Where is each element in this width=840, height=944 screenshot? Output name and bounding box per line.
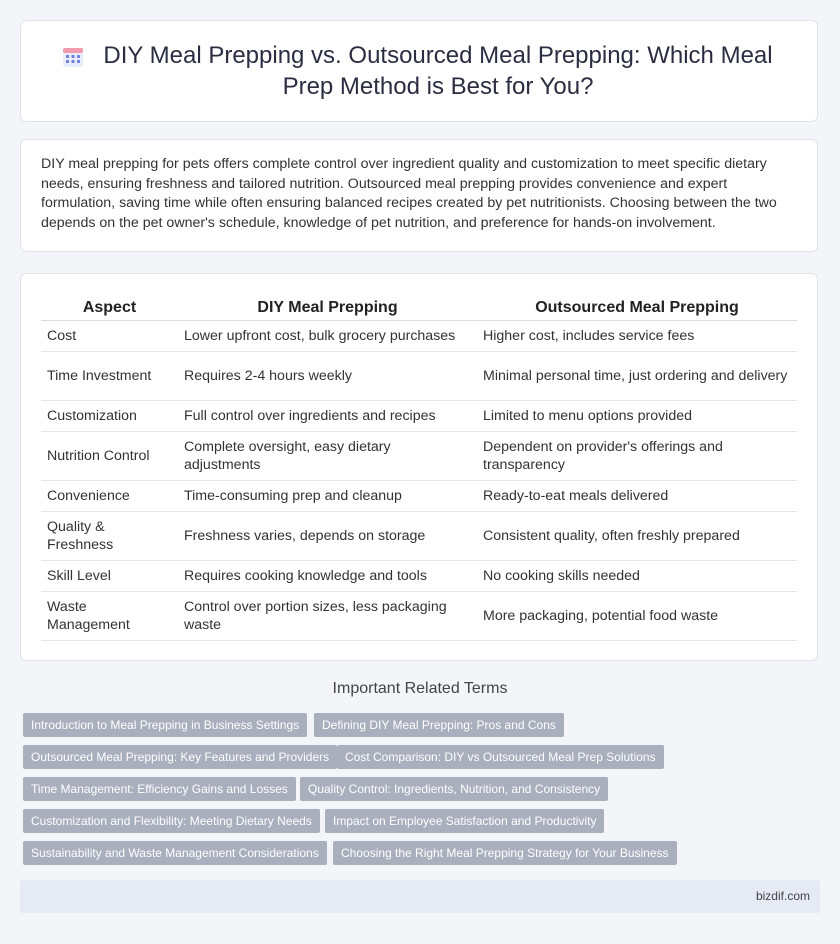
- table-header-row: [41, 296, 797, 321]
- related-term-tag[interactable]: Quality Control: Ingredients, Nutrition, and Consistency: [300, 777, 608, 801]
- header-aspect: Aspect: [41, 296, 178, 321]
- related-term-tag[interactable]: Outsourced Meal Prepping: Key Features and Providers: [23, 745, 337, 769]
- cell-diy: Requires cooking knowledge and tools: [178, 561, 477, 592]
- table-row: [41, 512, 797, 561]
- cell-diy: Freshness varies, depends on storage: [178, 512, 477, 561]
- intro-text: DIY meal prepping for pets offers complete control over ingredient quality and customization to meet specific dietary needs, ensuring freshness and tailored nutrition. Outsourced meal prepping provides convenience and expert formulation, saving time while often ensuring balanced recipes created by pet nutritionists. Choosing between the two depends on the pet owner's schedule, knowledge of pet nutrition, and preference for hands-on involvement.: [41, 156, 777, 231]
- table-row: [41, 432, 797, 481]
- title-wrap: [21, 40, 817, 102]
- calendar-grid-icon: [61, 45, 85, 69]
- related-term-tag[interactable]: Customization and Flexibility: Meeting Dietary Needs: [23, 809, 320, 833]
- table-row: [41, 592, 797, 641]
- table-row: [41, 352, 797, 401]
- related-term-tag[interactable]: Defining DIY Meal Prepping: Pros and Cons: [314, 713, 564, 737]
- cell-diy: Time-consuming prep and cleanup: [178, 481, 477, 512]
- comparison-table: [41, 296, 797, 641]
- cell-outsourced: Minimal personal time, just ordering and delivery: [477, 352, 797, 401]
- related-term-tag[interactable]: Impact on Employee Satisfaction and Productivity: [325, 809, 604, 833]
- cell-outsourced: No cooking skills needed: [477, 561, 797, 592]
- cell-diy: Lower upfront cost, bulk grocery purchases: [178, 321, 477, 352]
- related-term-tag[interactable]: Time Management: Efficiency Gains and Losses: [23, 777, 296, 801]
- cell-diy: Complete oversight, easy dietary adjustments: [178, 432, 477, 481]
- page-title: DIY Meal Prepping vs. Outsourced Meal Prepping: Which Meal Prep Method is Best for You?: [103, 42, 773, 100]
- related-term-tag[interactable]: Sustainability and Waste Management Considerations: [23, 841, 327, 865]
- cell-diy: Control over portion sizes, less packaging waste: [178, 592, 477, 641]
- cell-aspect: Customization: [41, 401, 178, 432]
- table-row: [41, 401, 797, 432]
- footer: [20, 880, 820, 913]
- cell-aspect: Convenience: [41, 481, 178, 512]
- cell-aspect: Skill Level: [41, 561, 178, 592]
- related-term-tag[interactable]: Cost Comparison: DIY vs Outsourced Meal Prep Solutions: [337, 745, 664, 769]
- cell-outsourced: Limited to menu options provided: [477, 401, 797, 432]
- cell-aspect: Quality & Freshness: [41, 512, 178, 561]
- cell-outsourced: More packaging, potential food waste: [477, 592, 797, 641]
- title-card: [20, 20, 818, 122]
- cell-aspect: Nutrition Control: [41, 432, 178, 481]
- cell-outsourced: Higher cost, includes service fees: [477, 321, 797, 352]
- cell-diy: Full control over ingredients and recipes: [178, 401, 477, 432]
- header-outsourced: Outsourced Meal Prepping: [477, 296, 797, 321]
- cell-outsourced: Consistent quality, often freshly prepared: [477, 512, 797, 561]
- cell-outsourced: Ready-to-eat meals delivered: [477, 481, 797, 512]
- table-row: [41, 481, 797, 512]
- intro-card: [20, 139, 818, 252]
- cell-aspect: Waste Management: [41, 592, 178, 641]
- table-row: [41, 561, 797, 592]
- header-diy: DIY Meal Prepping: [178, 296, 477, 321]
- cell-outsourced: Dependent on provider's offerings and transparency: [477, 432, 797, 481]
- related-term-tag[interactable]: Introduction to Meal Prepping in Business Settings: [23, 713, 307, 737]
- cell-aspect: Cost: [41, 321, 178, 352]
- cell-diy: Requires 2-4 hours weekly: [178, 352, 477, 401]
- related-terms-heading: Important Related Terms: [332, 680, 508, 697]
- related-term-tag[interactable]: Choosing the Right Meal Prepping Strategy for Your Business: [333, 841, 677, 865]
- footer-site-link[interactable]: bizdif.com: [755, 889, 810, 903]
- comparison-card: [20, 273, 818, 661]
- table-row: [41, 321, 797, 352]
- cell-aspect: Time Investment: [41, 352, 178, 401]
